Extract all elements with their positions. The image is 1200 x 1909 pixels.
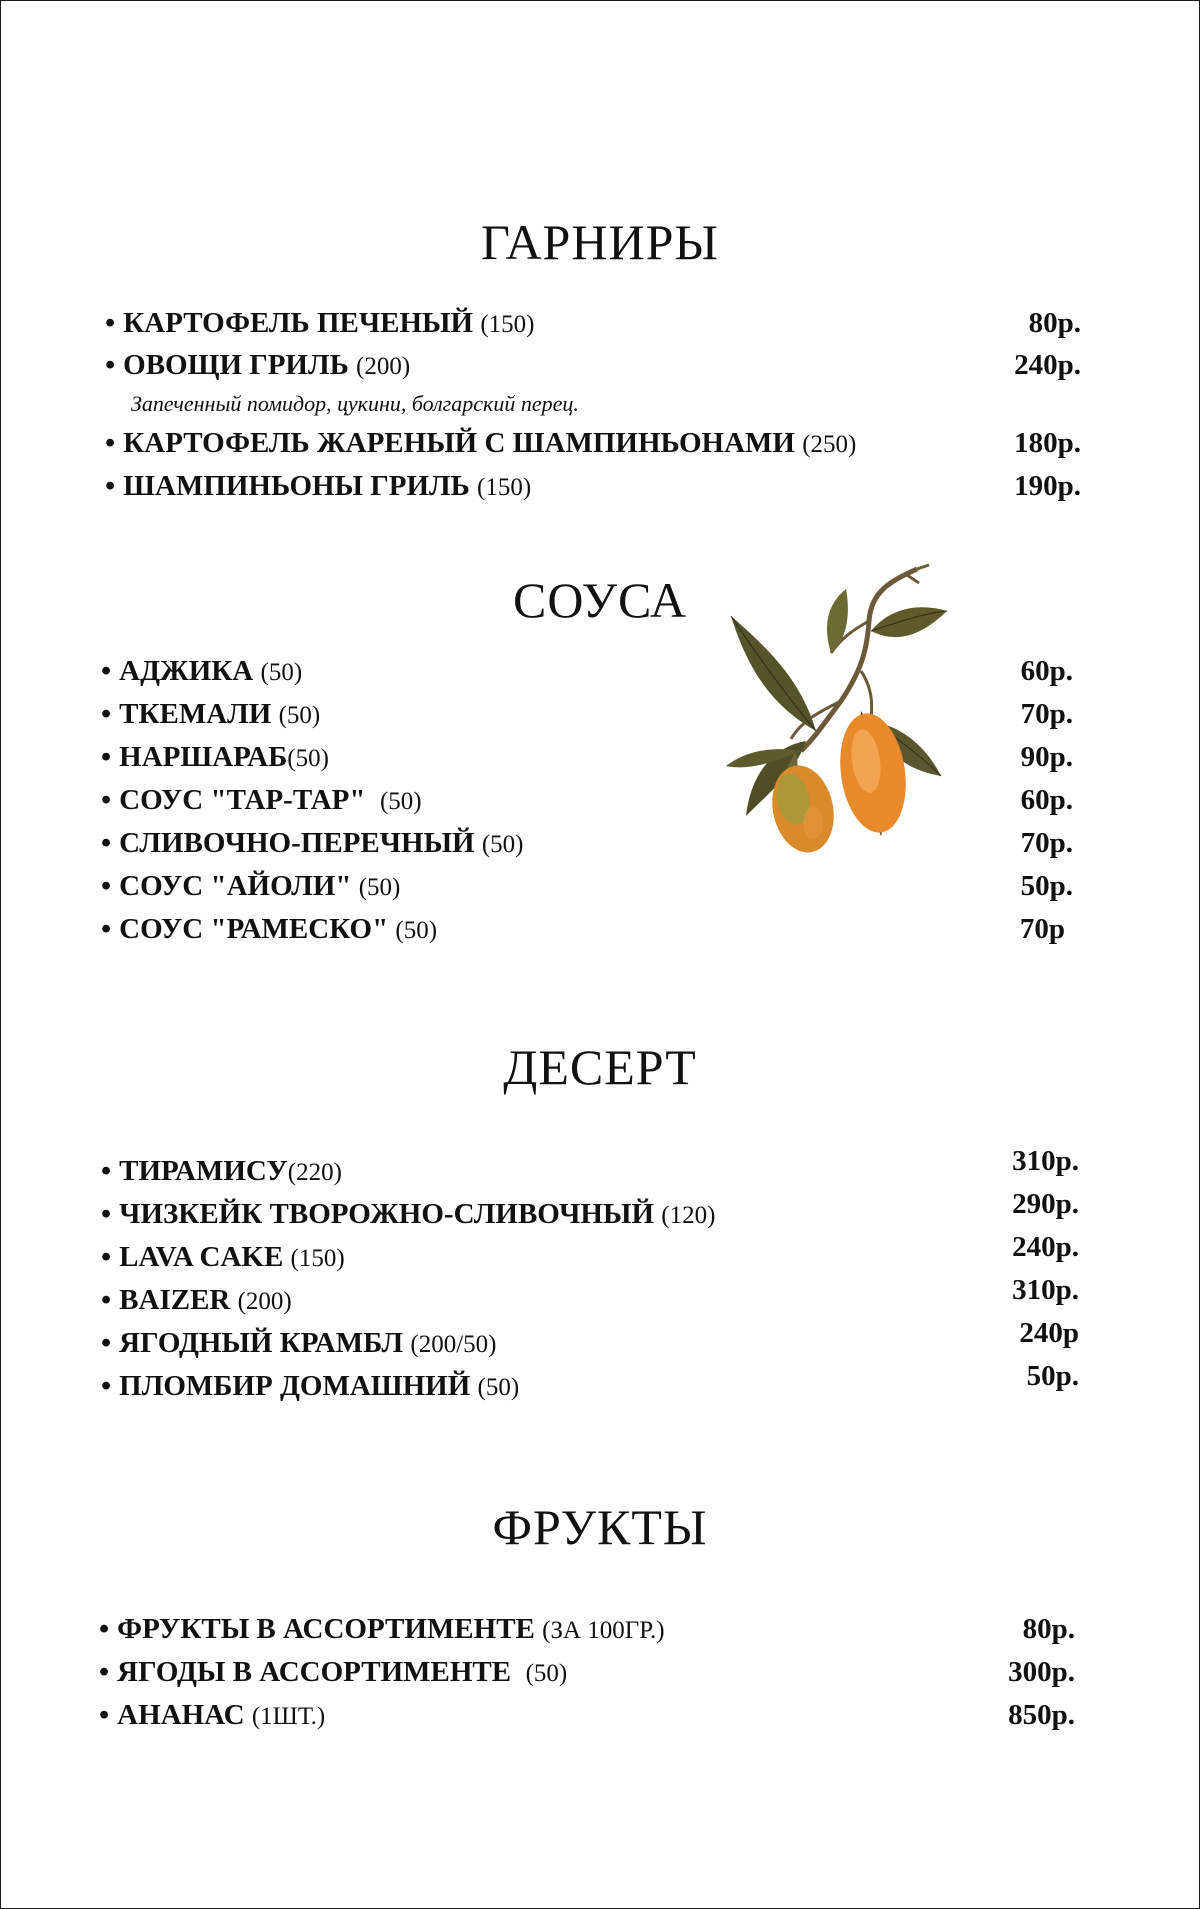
mango-branch-illustration — [721, 561, 961, 871]
menu-item-price: 310р. — [1012, 1145, 1079, 1177]
section-title-desserts: ДЕСЕРТ — [503, 1039, 697, 1095]
menu-item-price: 90р. — [1020, 741, 1073, 773]
menu-item-price: 60р. — [1020, 784, 1073, 816]
menu-item: • СОУС "ТАР-ТАР" (50) — [101, 784, 422, 816]
menu-item-price: 850р. — [1008, 1699, 1075, 1731]
menu-item-price: 60р. — [1020, 655, 1073, 687]
menu-item-price: 240р. — [1012, 1231, 1079, 1263]
menu-item-price: 50р. — [1026, 1360, 1079, 1392]
menu-item: • ЯГОДЫ В АССОРТИМЕНТЕ (50) — [99, 1656, 568, 1688]
menu-item-price: 70р. — [1020, 698, 1073, 730]
menu-item: • LAVA CAKE (150) — [101, 1241, 345, 1273]
menu-item-price: 310р. — [1012, 1274, 1079, 1306]
section-title-fruits: ФРУКТЫ — [492, 1499, 708, 1555]
menu-item: • ЧИЗКЕЙК ТВОРОЖНО-СЛИВОЧНЫЙ (120) — [101, 1198, 716, 1230]
menu-item: • ШАМПИНЬОНЫ ГРИЛЬ (150) — [105, 470, 532, 502]
menu-item: • СОУС "РАМЕСКО" (50) — [101, 913, 438, 945]
menu-item-price: 180р. — [1014, 427, 1081, 459]
menu-item: • СОУС "АЙОЛИ" (50) — [101, 870, 401, 902]
menu-item-price: 190р. — [1014, 470, 1081, 502]
menu-item: • АНАНАС (1ШТ.) — [99, 1699, 326, 1731]
menu-item: • ФРУКТЫ В АССОРТИМЕНТЕ (ЗА 100ГР.) — [99, 1613, 665, 1645]
menu-item-price: 300р. — [1008, 1656, 1075, 1688]
menu-item-price: 50р. — [1020, 870, 1073, 902]
menu-item-price: 290р. — [1012, 1188, 1079, 1220]
menu-item-price: 80р. — [1022, 1613, 1075, 1645]
menu-item: • НАРШАРАБ(50) — [101, 741, 329, 773]
menu-item-price: 240р. — [1014, 349, 1081, 381]
menu-item: • КАРТОФЕЛЬ ПЕЧЕНЫЙ (150) — [105, 307, 535, 339]
menu-item-price: 80р. — [1028, 307, 1081, 339]
menu-item-price: 240р — [1019, 1317, 1079, 1349]
menu-item-price: 70р. — [1020, 827, 1073, 859]
menu-item: • КАРТОФЕЛЬ ЖАРЕНЫЙ С ШАМПИНЬОНАМИ (250) — [105, 427, 857, 459]
menu-item-price: 70р — [1019, 913, 1065, 945]
section-title-garnishes: ГАРНИРЫ — [480, 214, 719, 270]
menu-item: • АДЖИКА (50) — [101, 655, 303, 687]
menu-item: • ТИРАМИСУ(220) — [101, 1155, 342, 1187]
menu-item: • ЯГОДНЫЙ КРАМБЛ (200/50) — [101, 1327, 497, 1359]
menu-item: • BAIZER (200) — [101, 1284, 292, 1316]
menu-item-description: Запеченный помидор, цукини, болгарский перец. — [131, 391, 579, 416]
menu-item: • ТКЕМАЛИ (50) — [101, 698, 321, 730]
menu-item: • ПЛОМБИР ДОМАШНИЙ (50) — [101, 1370, 520, 1402]
menu-item: • СЛИВОЧНО-ПЕРЕЧНЫЙ (50) — [101, 827, 524, 859]
section-title-sauces: СОУСА — [512, 572, 688, 628]
menu-item: • ОВОЩИ ГРИЛЬ (200) — [105, 349, 411, 381]
